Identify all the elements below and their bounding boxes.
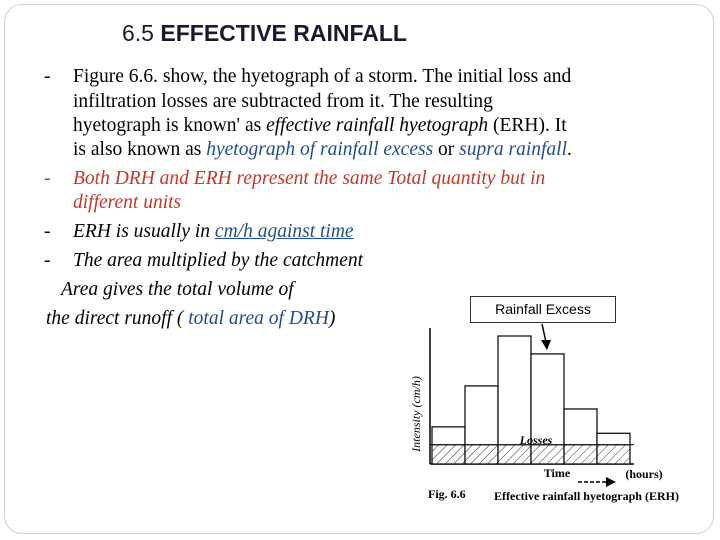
loss-segment [465, 445, 498, 464]
figure-caption: Effective rainfall hyetograph (ERH) [494, 489, 679, 503]
bullet-1-line-2: infiltration losses are subtracted from it. The resulting [73, 91, 493, 112]
figure-number: Fig. 6.6 [428, 487, 466, 501]
rainfall-excess-callout: Rainfall Excess [470, 296, 616, 323]
bullet-1-line-4 [73, 137, 572, 163]
bullet-2-line-1: Both DRH and ERH represent the same Total quantity but in [73, 168, 546, 189]
bullet-3-line [73, 219, 354, 245]
arrow-callout [541, 324, 551, 350]
erh-term: effective rainfall hyetograph [266, 115, 489, 136]
loss-segment [564, 445, 597, 464]
rainfall-excess-term: hyetograph of rainfall excess [206, 139, 434, 160]
text-run: hyetograph is known' as [73, 115, 267, 136]
bullet-2-line-2: different units [73, 192, 182, 213]
units-link[interactable]: cm/h against time [214, 221, 354, 242]
text-run: ) [328, 308, 336, 329]
bullet-4-line-1: The area multiplied by the catchment [73, 250, 364, 271]
text-run: ERH is usually in [73, 221, 215, 242]
text-run: the direct runoff ( [46, 308, 189, 329]
hours-label: (hours) [625, 467, 663, 481]
supra-rainfall-term: supra rainfall [459, 139, 567, 160]
text-run: or [433, 139, 460, 160]
bullet-dash: - [44, 250, 51, 271]
losses-hatched-area [432, 445, 630, 464]
bullet-1-line-1: Figure 6.6. show, the hyetograph of a storm. The initial loss and [73, 66, 572, 87]
text-run: . [566, 139, 572, 160]
bullet-dash: - [44, 221, 51, 242]
y-axis-label: Intensity (cm/h) [409, 376, 423, 452]
bullet-4-line-2: Area gives the total volume of [61, 279, 294, 300]
loss-segment [498, 445, 531, 464]
time-arrow [578, 477, 616, 487]
drh-area-term: total area of DRH [188, 308, 329, 329]
text-run: (ERH). It [488, 115, 567, 136]
text-run: is also known as [73, 139, 207, 160]
bullet-dash: - [44, 168, 51, 189]
slide-title [122, 20, 407, 47]
section-number: 6.5 [122, 20, 154, 46]
section-heading: EFFECTIVE RAINFALL [160, 20, 407, 46]
bullet-4-line-3 [46, 306, 335, 332]
bullet-dash: - [44, 66, 51, 87]
loss-segment [597, 445, 630, 464]
loss-segment [531, 445, 564, 464]
bullet-1-line-3 [73, 113, 567, 139]
losses-label: Losses [519, 433, 553, 447]
time-label: Time [543, 466, 571, 480]
loss-segment [432, 445, 465, 464]
erh-figure [400, 322, 712, 512]
